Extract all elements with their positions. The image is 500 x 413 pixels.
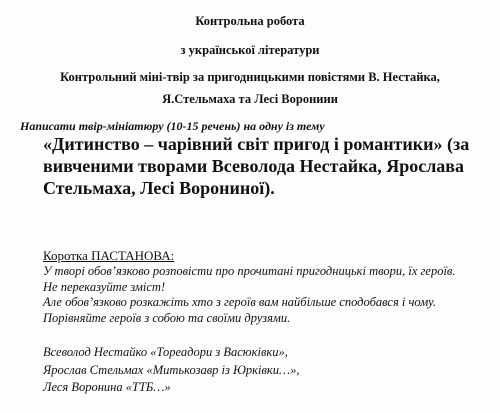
essay-theme [43,133,498,199]
document-title: Контрольна робота [195,14,305,28]
document-topic-line-2: Я.Стельмаха та Лесі Ворониии [162,92,338,106]
essay-theme-line: Стельмаха, Лесі Ворониної). [43,178,275,198]
guidance-line: Порівняйте героїв з собою та своїми друзями. [43,310,291,325]
works-list [43,344,299,397]
document-subject: з української літератури [180,43,320,57]
essay-theme-line: «Дитинство – чарівний світ пригод і романтики» (за [43,134,470,154]
essay-theme-line: вивченими творами Всеволода Нестайка, Ярослава [43,156,465,176]
assignment-instruction: Написати твір-мініатюру (10-15 речень) на одну із тему [20,119,325,133]
guidance-line: Але обов’язково розкажіть хто з героїв вам найбільше сподобався і чому. [43,295,437,310]
guidance-line: Не переказуйте зміст! [43,279,166,294]
works-list-item: Леся Воронина «ТТБ…» [43,380,171,394]
guidance-line: У творі обов’язково розповісти про прочитані пригодницькі твори, їх героїв. [43,264,456,278]
document-topic-line-1: Контрольний міні-твір за пригодницькими повістями В. Нестайка, [60,70,440,84]
works-list-item: Ярослав Стельмах «Митькозавр із Юрківки…», [43,362,300,377]
guidance-title: Коротка ПАСТАНОВА: [43,248,175,263]
guidance-text [43,264,455,326]
works-list-item: Всеволод Нестайко «Тореадори з Васюківки», [43,345,288,359]
